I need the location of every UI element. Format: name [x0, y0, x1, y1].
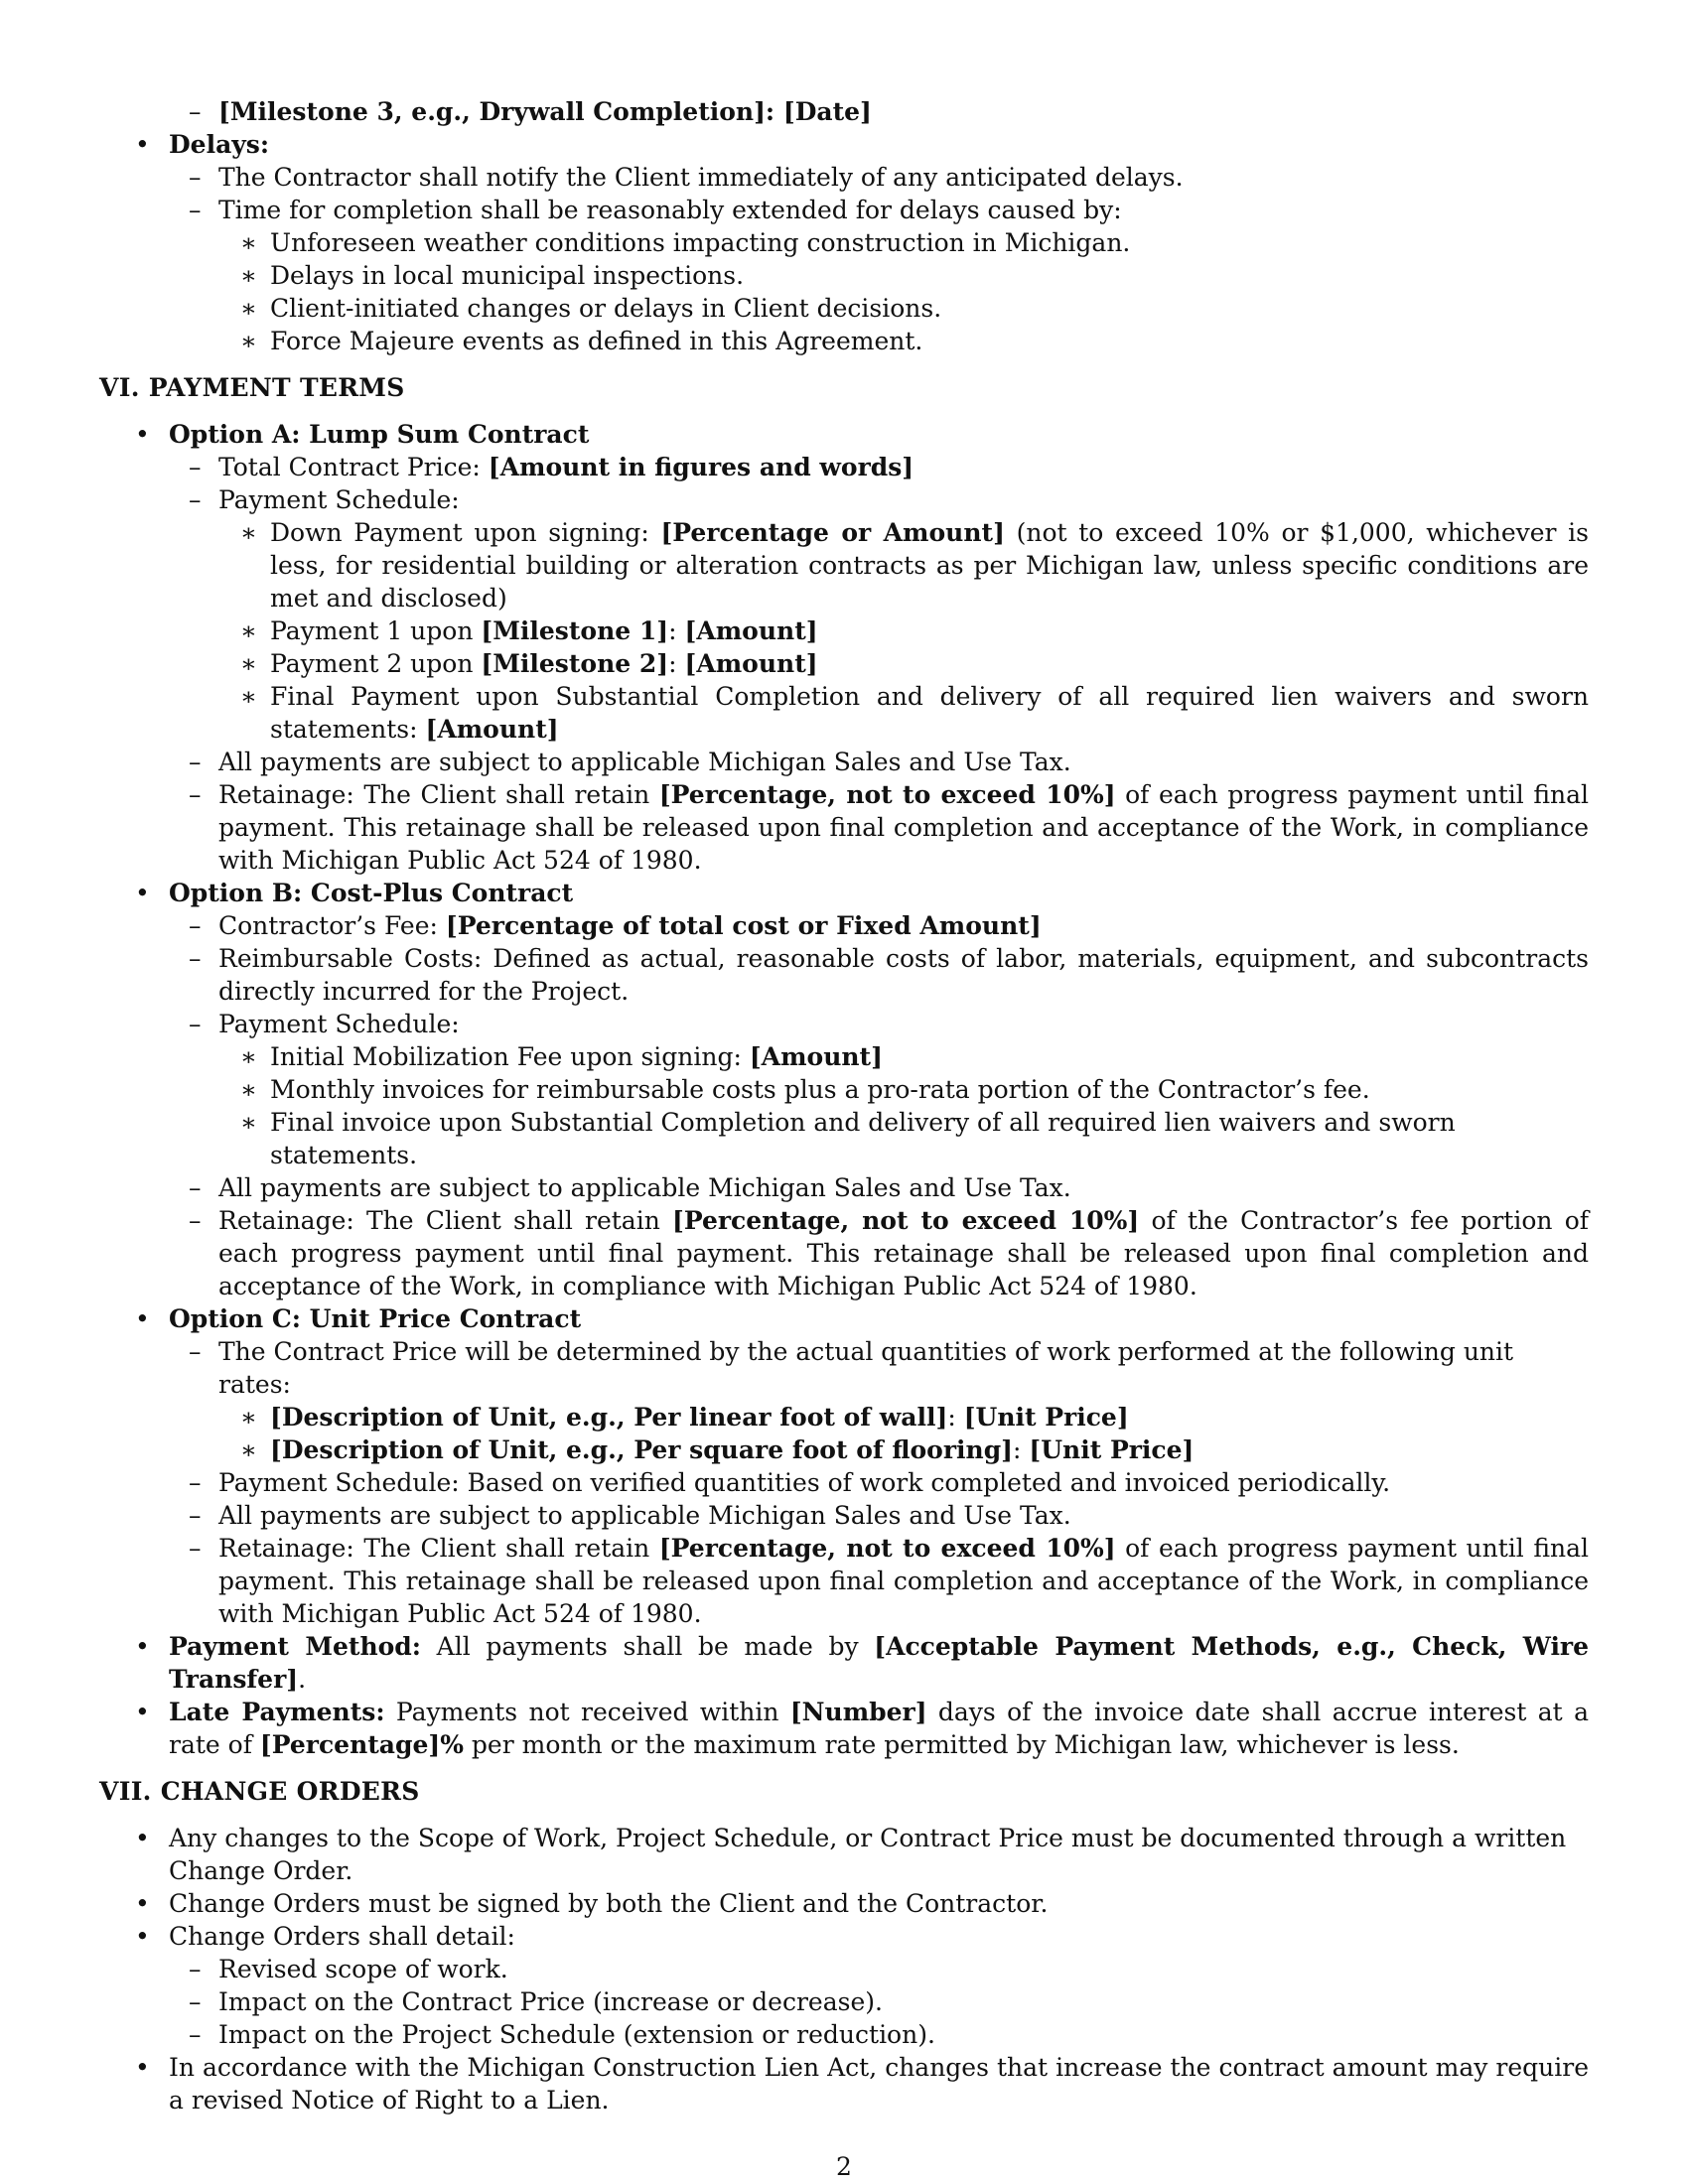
document-page [99, 95, 1589, 2116]
placeholder-value: [Unit Price] [963, 1403, 1129, 1432]
placeholder-value: [Amount in figures and words] [488, 453, 914, 481]
placeholder-value: [Amount] [749, 1042, 883, 1071]
list-item-text: per month or the maximum rate permitted by Michigan law, whichever is less. [463, 1730, 1460, 1759]
list-item [159, 451, 1589, 483]
list-item [159, 1008, 1589, 1171]
placeholder-value: [Amount] [425, 715, 559, 744]
list-item [212, 680, 1589, 746]
list-item-text: The Contract Price will be determined by the actual quantities of work performed at the following unit rates: [218, 1337, 1514, 1399]
placeholder-value: [Percentage, not to exceed 10%] [671, 1206, 1140, 1235]
payment-terms-list [99, 418, 1589, 1761]
list-item [159, 483, 1589, 746]
list-item-text: All payments shall be made by [421, 1632, 875, 1661]
list-item: – Impact on the Contract Price (increase or decrease). [159, 1985, 1589, 2018]
list-item-text: of the Contractor’s fee portion of each progress payment until final payment. This retainage shall be released upon final completion and acceptance of the Work, in compliance with Michigan Public Act 524 of 1980. [218, 1206, 1589, 1300]
list-item-text: Final Payment upon Substantial Completion and delivery of all required lien waivers and sworn statements: [270, 682, 1589, 744]
page-number: 2 [836, 2152, 852, 2181]
placeholder-value: [Description of Unit, e.g., Per square foot of flooring] [270, 1435, 1014, 1464]
list-item [212, 614, 1589, 647]
option-b [99, 877, 1589, 1302]
late-payments [99, 1696, 1589, 1761]
delays-list [99, 128, 1589, 357]
list-item [159, 95, 1589, 128]
list-item-text: Payment 1 upon [270, 616, 482, 645]
change-orders-list [99, 1822, 1589, 2116]
list-item-text: : [668, 649, 685, 678]
list-item: ∗ Unforeseen weather conditions impacting construction in Michigan. [212, 226, 1589, 259]
late-payments-label: Late Payments: [169, 1698, 385, 1726]
list-item: • In accordance with the Michigan Construction Lien Act, changes that increase the contract amount may require a revised Notice of Right to a Lien. [99, 2051, 1589, 2116]
list-item: ∗ Delays in local municipal inspections. [212, 259, 1589, 292]
list-item-text: : [947, 1403, 964, 1432]
list-item: • Any changes to the Scope of Work, Project Schedule, or Contract Price must be documented through a written Change Order. [99, 1822, 1589, 1887]
list-item: ∗ Final invoice upon Substantial Completion and delivery of all required lien waivers and sworn statements. [212, 1106, 1589, 1171]
placeholder-value: [Amount] [684, 649, 818, 678]
list-item-text: . [298, 1665, 307, 1694]
list-item-text: of each progress payment until final payment. This retainage shall be released upon final completion and acceptance of the Work, in compliance with Michigan Public Act 524 of 1980. [218, 1534, 1590, 1628]
list-item: – All payments are subject to applicable Michigan Sales and Use Tax. [159, 746, 1589, 778]
placeholder-value: [Percentage or Amount] [660, 518, 1005, 547]
option-c-title: Option C: Unit Price Contract [169, 1304, 582, 1333]
delays-label: Delays: [169, 130, 270, 159]
list-item [212, 1401, 1589, 1433]
list-item [212, 647, 1589, 680]
option-c [99, 1302, 1589, 1630]
placeholder-value: [Milestone 2] [481, 649, 669, 678]
list-item-text: (not to exceed 10% or $1,000, whichever is less, for residential building or alteration contracts as per Michigan law, unless specific conditions are met and disclosed) [270, 518, 1590, 613]
list-item-text: Payment Schedule: [218, 1010, 460, 1038]
list-item: – All payments are subject to applicable Michigan Sales and Use Tax. [159, 1171, 1589, 1204]
list-item-text: Payment 2 upon [270, 649, 482, 678]
list-item: – All payments are subject to applicable Michigan Sales and Use Tax. [159, 1499, 1589, 1532]
placeholder-value: [Acceptable Payment Methods, e.g., Check, Wire Transfer] [169, 1632, 1590, 1694]
list-item-text: Total Contract Price: [218, 453, 489, 481]
list-item-text: Payments not received within [384, 1698, 790, 1726]
list-item: ∗ Force Majeure events as defined in this Agreement. [212, 325, 1589, 357]
placeholder-value: [Description of Unit, e.g., Per linear foot of wall] [270, 1403, 948, 1432]
payment-method [99, 1630, 1589, 1696]
list-item-text: Time for completion shall be reasonably extended for delays caused by: [218, 196, 1122, 224]
placeholder-value: [Percentage, not to exceed 10%] [658, 780, 1116, 809]
placeholder-value: [Number] [789, 1698, 927, 1726]
delays-item [99, 128, 1589, 357]
list-item-text: Initial Mobilization Fee upon signing: [270, 1042, 750, 1071]
milestone-list [99, 95, 1589, 128]
list-item: – The Contractor shall notify the Client immediately of any anticipated delays. [159, 161, 1589, 194]
milestone3-label: [Milestone 3, e.g., Drywall Completion] [218, 97, 766, 126]
placeholder-value: [Percentage]% [259, 1730, 464, 1759]
list-item [159, 778, 1589, 877]
milestone3-date: [Date] [782, 97, 872, 126]
list-item: – Payment Schedule: Based on verified quantities of work completed and invoiced periodically. [159, 1466, 1589, 1499]
section-heading-change-orders: VII. CHANGE ORDERS [99, 1777, 420, 1806]
placeholder-value: [Unit Price] [1029, 1435, 1195, 1464]
placeholder-value: [Percentage of total cost or Fixed Amount] [445, 911, 1042, 940]
list-item [159, 1204, 1589, 1302]
list-item-text: days of the invoice date shall accrue interest at a rate of [169, 1698, 1589, 1759]
list-item-text: Change Orders shall detail: [169, 1922, 515, 1951]
list-item [99, 1920, 1589, 2051]
list-item: ∗ Client-initiated changes or delays in Client decisions. [212, 292, 1589, 325]
placeholder-value: [Milestone 1] [481, 616, 669, 645]
list-item: – Impact on the Project Schedule (extension or reduction). [159, 2018, 1589, 2051]
list-item: – Revised scope of work. [159, 1953, 1589, 1985]
list-item-text: Retainage: The Client shall retain [218, 780, 659, 809]
list-item: – Reimbursable Costs: Defined as actual, reasonable costs of labor, materials, equipment, and subcontracts directly incurred for the Project. [159, 942, 1589, 1008]
placeholder-value: [Amount] [684, 616, 818, 645]
payment-method-label: Payment Method: [169, 1632, 422, 1661]
list-item-text: : [668, 616, 685, 645]
list-item-text: : [1013, 1435, 1030, 1464]
list-item-text: Retainage: The Client shall retain [218, 1534, 659, 1563]
list-item-text: of each progress payment until final payment. This retainage shall be released upon final completion and acceptance of the Work, in compliance with Michigan Public Act 524 of 1980. [218, 780, 1590, 875]
list-item-text: Retainage: The Client shall retain [218, 1206, 672, 1235]
list-item [159, 1335, 1589, 1466]
list-item [212, 516, 1589, 614]
list-item-text: Payment Schedule: [218, 485, 460, 514]
list-item [159, 909, 1589, 942]
option-a [99, 418, 1589, 877]
list-item [159, 1532, 1589, 1630]
milestone3-sep: : [765, 97, 783, 126]
option-a-title: Option A: Lump Sum Contract [169, 420, 590, 449]
list-item-text: Down Payment upon signing: [270, 518, 661, 547]
list-item [212, 1433, 1589, 1466]
section-heading-payment-terms: VI. PAYMENT TERMS [99, 373, 405, 402]
list-item [159, 194, 1589, 357]
list-item: • Change Orders must be signed by both the Client and the Contractor. [99, 1887, 1589, 1920]
placeholder-value: [Percentage, not to exceed 10%] [658, 1534, 1116, 1563]
list-item: ∗ Monthly invoices for reimbursable costs plus a pro-rata portion of the Contractor’s fee. [212, 1073, 1589, 1106]
option-b-title: Option B: Cost-Plus Contract [169, 879, 574, 907]
list-item-text: Contractor’s Fee: [218, 911, 446, 940]
list-item [212, 1040, 1589, 1073]
